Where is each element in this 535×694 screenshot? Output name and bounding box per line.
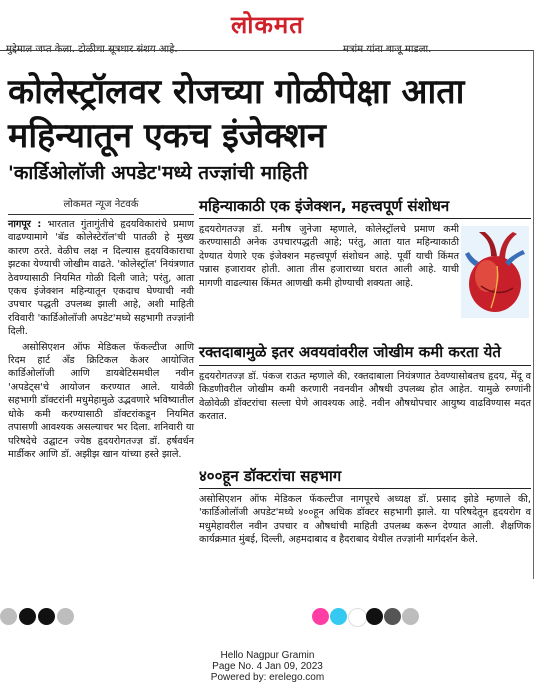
left-paragraph-1-text: भारतात गुंतागुंतीचे हृदयविकारांचे प्रमाण वाढण्यामागे 'बॅड कोलेस्टेरॉल'ची पातळी हे मुख्य कारण ठरते. वेळीच लक्ष न दिल्यास हृदयविकाराचा झटका येण्याची जोखीम वाढते. 'कोलेस्ट्रॉल' नियंत्रणात ठेवण्यासाठी नियमित गोळी दिली जाते; परंतु, आता एकच इंजेक्शन महिन्यातून एकदाच घेण्याची नवी उपचार पद्धती उपलब्ध झाली आहे, अशी माहिती रविवारी 'कार्डिओलॉजी अपडेट'मध्ये सहभागी तज्ज्ञांनी दिली. bbox=[8, 219, 194, 338]
article-headline: कोलेस्ट्रॉलवर रोजच्या गोळीपेक्षा आता महिन्यातून एकच इंजेक्शन bbox=[8, 72, 465, 156]
page-footer bbox=[0, 650, 535, 683]
print-color-dot bbox=[384, 608, 401, 625]
print-color-dot bbox=[366, 608, 383, 625]
byline: लोकमत न्यूज नेटवर्क bbox=[63, 199, 139, 210]
left-paragraph-2: असोसिएशन ऑफ मेडिकल फॅकल्टीज आणि रिदम हार्ट अँड क्रिटिकल केअर आयोजित कार्डिओलॉजी आणि डायबेटिसमधील नवीन 'अपडेट्स'चे आयोजन करण्यात आले. यावेळी सहभागी डॉक्टरांनी मधुमेहामुळे उद्भवणारे भविष्यातील धोके कमी करण्यासाठी डॉक्टरांकडून नियमित तपासणी आवश्यक असल्याचर भर दिला. शनिवारी या परिषदेचे उद्घाटन ज्येष्ठ हृदयरोगतज्ज्ञ डॉ. हर्षवर्धन मार्डीकर आणि डॉ. अझीझ खान यांच्या हस्ते झाले. bbox=[8, 341, 194, 460]
print-color-dot bbox=[57, 608, 74, 625]
print-color-dot bbox=[330, 608, 347, 625]
section-2 bbox=[199, 342, 531, 426]
section-2-body: हृदयरोगतज्ज्ञ डॉ. पंकज राऊत म्हणाले की, रक्तदाबाला नियंत्रणात ठेवण्यासोबतच हृदय, मेंदू व किडणीवरील जोखीम कमी करणारी नवनवीन औषधी उपलब्ध होत आहेत. यामुळे रुग्णांनी वेळोवेळी डॉक्टरांचा सल्ला घेणे आवश्यक आहे. नवीन औषधोपचार आयुष्य वाढविण्यास मदत करतात. bbox=[199, 371, 531, 423]
dateline: नागपूर : bbox=[8, 219, 42, 230]
section-3-body: असोसिएशन ऑफ मेडिकल फॅकल्टीज नागपूरचे अध्यक्ष डॉ. प्रसाद झोडे म्हणाले की, 'कार्डिओलॉजी अपडेट'मध्ये ४००हून अधिक डॉक्टर सहभागी झाले. या परिषदेतून हृदयरोग व मधुमेहावरील नवीन उपचार व औषधांची माहिती उपलब्ध करून देण्यात आली. शैक्षणिक कार्यक्रमात मुंबई, दिल्ली, अहमदाबाद व हैदराबाद येथील तज्ज्ञांनी मार्गदर्शन केले. bbox=[199, 494, 531, 546]
section-2-heading: रक्तदाबामुळे इतर अवयवांवरील जोखीम कमी करता येते bbox=[199, 343, 501, 361]
section-1-heading: महिन्याकाठी एक इंजेक्शन, महत्त्वपूर्ण संशोधन bbox=[199, 197, 450, 215]
byline-rule bbox=[8, 214, 194, 215]
section-3-heading: ४००हून डॉक्टरांचा सहभाग bbox=[199, 467, 342, 485]
heart-icon bbox=[461, 226, 529, 318]
print-color-marks-left bbox=[0, 608, 80, 626]
left-paragraph-1 bbox=[8, 218, 194, 339]
print-color-dot bbox=[38, 608, 55, 625]
print-color-dot bbox=[402, 608, 419, 625]
section-2-rule bbox=[199, 365, 531, 366]
print-color-dot bbox=[312, 608, 329, 625]
masthead-logo: लोकमत bbox=[231, 10, 304, 39]
footer-page-date: Page No. 4 Jan 09, 2023 bbox=[212, 661, 323, 672]
print-color-dot bbox=[0, 608, 17, 625]
section-1-rule bbox=[199, 218, 531, 219]
section-1-body: हृदयरोगतज्ज्ञ डॉ. मनीष जुनेजा म्हणाले, कोलेस्ट्रॉलचे प्रमाण कमी करण्यासाठी अनेक उपचारपद्धती आहे; परंतु, आता यात महिन्याकाठी देण्यात येणारे एक इंजेक्शन महत्त्वपूर्ण संशोधन आहे. पूर्वी याची किंमत पन्नास हजारावर होती. आता तीस हजाराच्या घरात आली आहे. याची मागणी वाढल्यास किंमत आणखी कमी होण्याची शक्यता आहे. bbox=[199, 224, 459, 289]
print-color-dot bbox=[348, 608, 367, 627]
print-color-dot bbox=[19, 608, 36, 625]
footer-powered-by: Powered by: erelego.com bbox=[210, 672, 325, 683]
section-3 bbox=[199, 466, 531, 549]
section-3-rule bbox=[199, 488, 531, 489]
footer-edition: Hello Nagpur Gramin bbox=[220, 650, 315, 661]
clipped-text-left: मुद्देमाल जप्त केला. टोळीचा सूत्रधार संशय आहे. bbox=[6, 44, 178, 55]
left-column bbox=[8, 196, 194, 463]
heart-illustration bbox=[461, 226, 529, 318]
print-color-marks-right bbox=[312, 608, 422, 626]
clipped-text-right: मत्रांम यांना बाजूू माडला. bbox=[343, 44, 432, 55]
article-subheadline: 'कार्डिओलॉजी अपडेट'मध्ये तज्ज्ञांची माहिती bbox=[8, 162, 308, 184]
